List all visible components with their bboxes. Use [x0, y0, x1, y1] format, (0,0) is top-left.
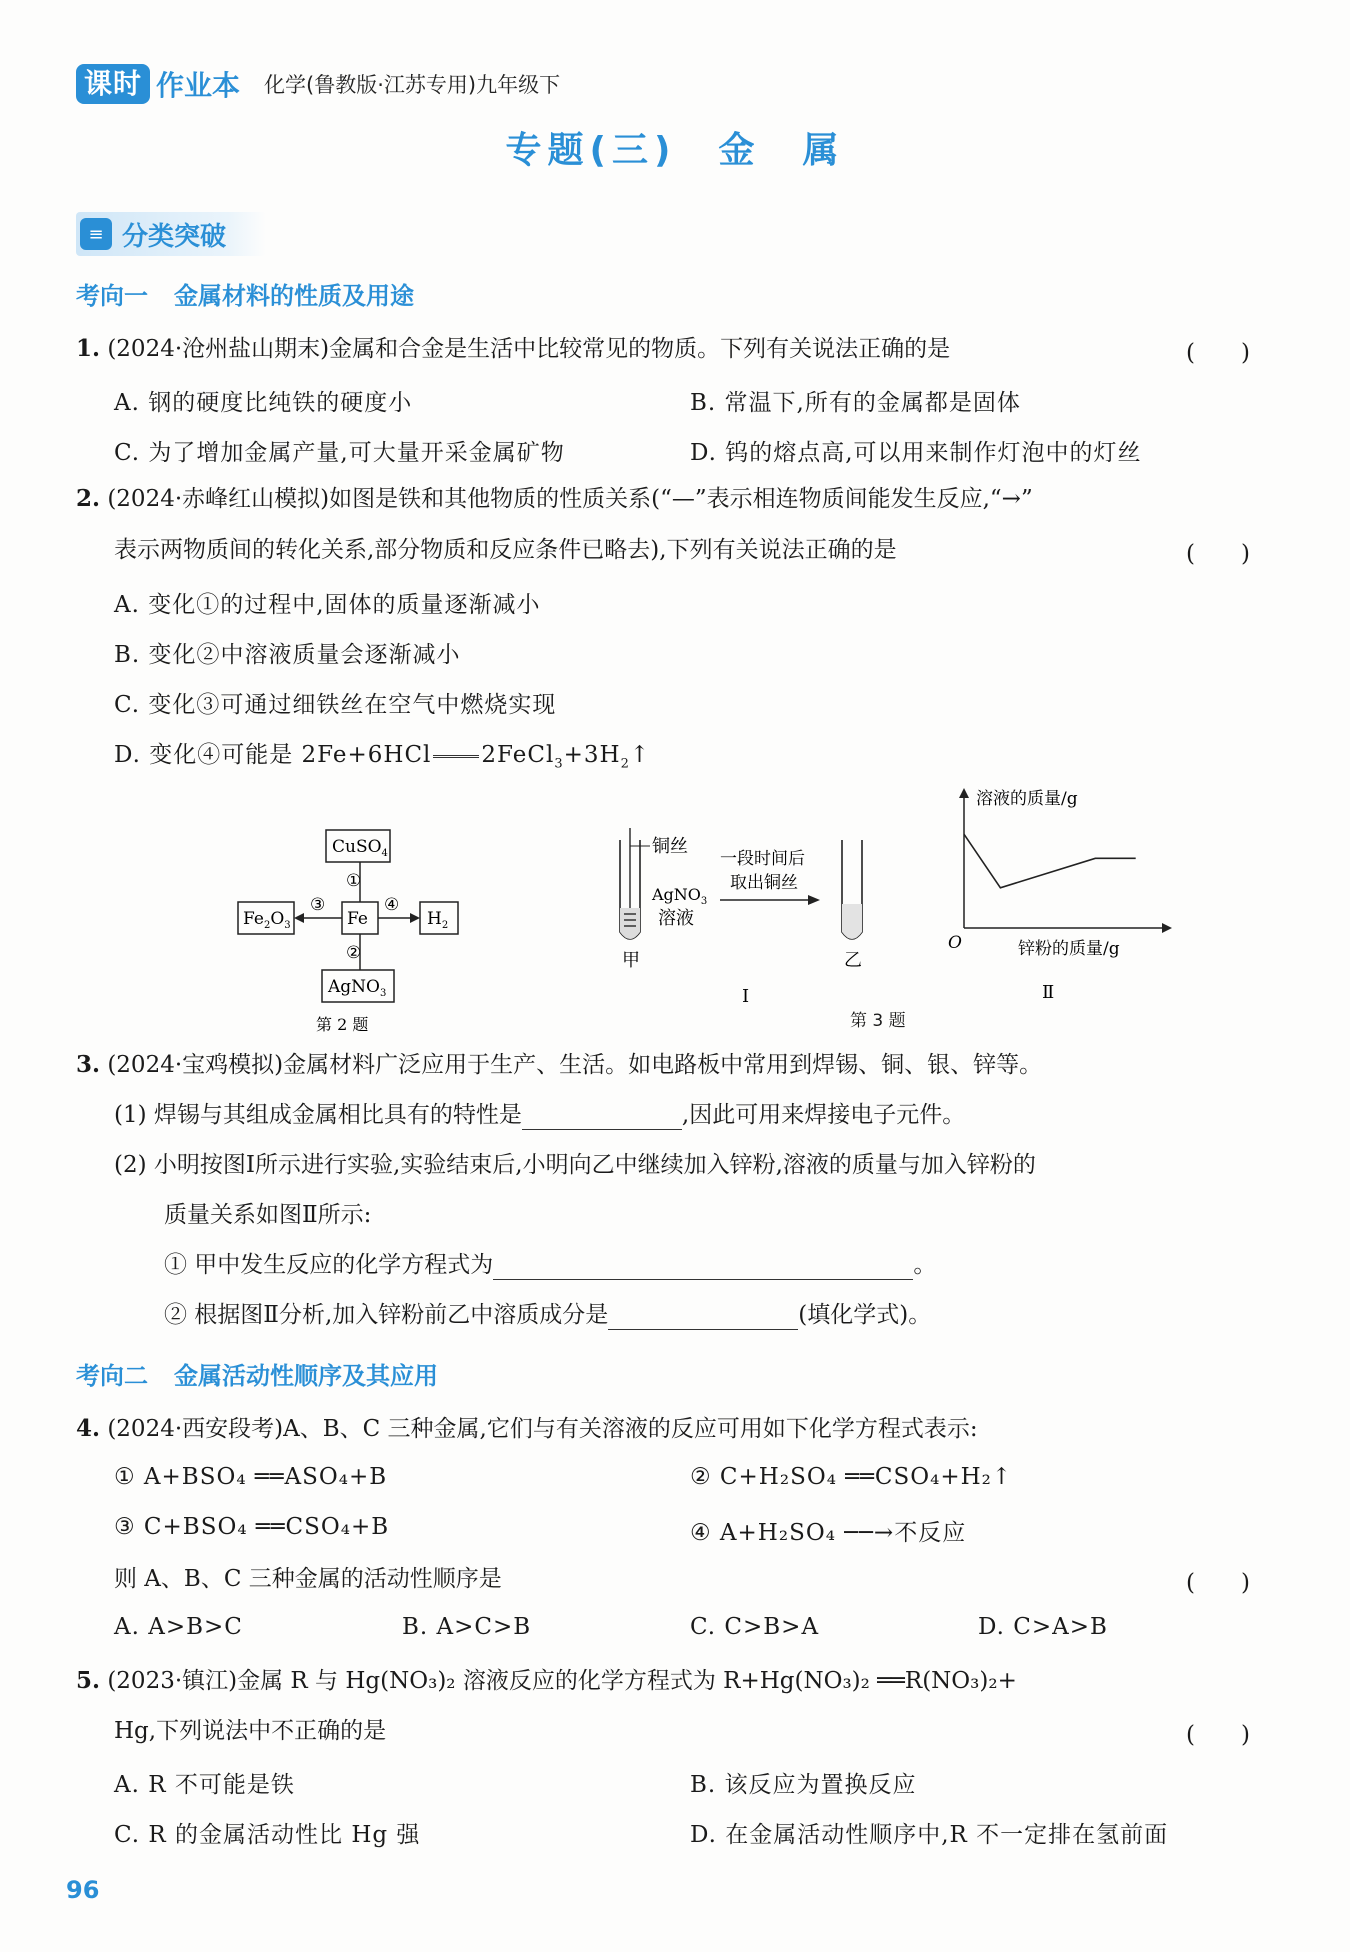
q4-stem-line: [76, 1414, 978, 1444]
q1-option-c[interactable]: C. 为了增加金属产量,可大量开采金属矿物: [114, 440, 565, 466]
q1-answer-paren[interactable]: ( ): [1186, 340, 1250, 366]
fig2-caption: 第 2 题: [316, 1015, 369, 1034]
q3-part-1-pre: (1) 焊锡与其组成金属相比具有的特性是: [114, 1102, 522, 1128]
page-title: 专题(三) 金 属: [505, 130, 845, 171]
equals-sign: [433, 755, 479, 758]
q5-stem-line-1: [76, 1666, 1017, 1696]
q3-sub-1: [164, 1250, 936, 1280]
kaoxiang-1-text: 金属材料的性质及用途: [174, 282, 414, 310]
label-jia: 甲: [622, 950, 640, 971]
q5-option-b[interactable]: B. 该反应为置换反应: [690, 1772, 917, 1798]
q2-option-d-pre: D. 变化④可能是 2Fe+6HCl: [114, 742, 432, 768]
q3-sub-2: [164, 1300, 931, 1330]
q1-stem-line: [76, 334, 950, 364]
q4-option-d[interactable]: D. C>A>B: [978, 1614, 1108, 1640]
q1-option-a[interactable]: A. 钢的硬度比纯铁的硬度小: [114, 390, 413, 416]
num-1: ①: [346, 871, 362, 891]
stack-icon: ≡: [80, 218, 112, 250]
arrow-text-bottom: 取出铜丝: [730, 873, 798, 893]
q5-answer-paren[interactable]: ( ): [1186, 1722, 1250, 1748]
q3-sub-2-pre: ② 根据图Ⅱ分析,加入锌粉前乙中溶质成分是: [164, 1302, 609, 1328]
q3-part-1: [114, 1100, 965, 1130]
solution-jia: [620, 908, 640, 939]
num-2: ②: [346, 943, 362, 963]
q4-number: 4.: [76, 1415, 101, 1442]
label-agno3-sol: AgNO$_3$: [652, 885, 708, 907]
label-h2: $H_2$: [427, 909, 449, 931]
chart-origin: O: [948, 933, 962, 953]
header: [76, 62, 560, 106]
label-cuso4: CuSO$_4$: [332, 837, 388, 859]
q2-option-d[interactable]: D. 变化④可能是 2Fe+6HCl $2FeCl_3+3H_2↑$: [114, 742, 651, 772]
fig2-diagram: [230, 820, 470, 1040]
q2-number: 2.: [76, 485, 101, 512]
q1-option-b[interactable]: B. 常温下,所有的金属都是固体: [690, 390, 1021, 416]
q1-number: 1.: [76, 335, 101, 362]
section-tag: [76, 212, 266, 256]
q3-part-2-b: 质量关系如图Ⅱ所示:: [164, 1202, 372, 1228]
q4-equation-3: ③ C+BSO₄ ══CSO₄+B: [114, 1514, 390, 1540]
q3-stem: (2024·宝鸡模拟)金属材料广泛应用于生产、生活。如电路板中常用到焊锡、铜、银、锌等。: [107, 1052, 1043, 1078]
q2-stem-line-1: [76, 484, 1033, 514]
fig3-chart: [940, 780, 1190, 1020]
roman-1: Ⅰ: [742, 986, 750, 1007]
q3-part-1-post: ,因此可用来焊接电子元件。: [681, 1102, 966, 1128]
q5-option-d[interactable]: D. 在金属活动性顺序中,R 不一定排在氢前面: [690, 1822, 1169, 1848]
page-number: 96: [66, 1876, 100, 1904]
q2-stem-1: (2024·赤峰红山模拟)如图是铁和其他物质的性质关系(“—”表示相连物质间能发生反应,“→”: [107, 486, 1033, 512]
kaoxiang-1-heading: [76, 276, 414, 311]
q3-part-2-a: (2) 小明按图Ⅰ所示进行实验,实验结束后,小明向乙中继续加入锌粉,溶液的质量与加入锌粉的: [114, 1152, 1036, 1178]
q3-sub-1-pre: ① 甲中发生反应的化学方程式为: [164, 1252, 494, 1278]
label-yi: 乙: [844, 950, 862, 971]
num-3: ③: [310, 895, 326, 915]
q1-stem: (2024·沧州盐山期末)金属和合金是生活中比较常见的物质。下列有关说法正确的是: [107, 336, 951, 362]
q3-blank-2[interactable]: [493, 1253, 913, 1280]
kaoxiang-2-label: 考向二: [76, 1362, 148, 1390]
arrow-4-head: [410, 913, 420, 923]
num-4: ④: [384, 895, 400, 915]
q4-equation-2: ② C+H₂SO₄ ══CSO₄+H₂↑: [690, 1464, 1013, 1490]
q5-stem-1: (2023·镇江)金属 R 与 Hg(NO₃)₂ 溶液反应的化学方程式为 R+Hg(NO₃)₂ ══R(NO₃)₂+: [107, 1668, 1017, 1694]
kaoxiang-2-heading: [76, 1356, 438, 1391]
q2-option-a[interactable]: A. 变化①的过程中,固体的质量逐渐减小: [114, 592, 541, 618]
chart-y-arrow: [959, 788, 969, 798]
section-title: 分类突破: [122, 221, 227, 252]
kaoxiang-2-text: 金属活动性顺序及其应用: [174, 1362, 438, 1390]
q4-answer-paren[interactable]: ( ): [1186, 1570, 1250, 1596]
label-solution: 溶液: [658, 908, 694, 929]
arrow-text-top: 一段时间后: [720, 849, 805, 869]
kaoxiang-1-label: 考向一: [76, 282, 148, 310]
gas-arrow: ↑: [629, 742, 651, 768]
q3-blank-1[interactable]: [522, 1103, 682, 1130]
q4-option-c[interactable]: C. C>B>A: [690, 1614, 820, 1640]
roman-2: Ⅱ: [1042, 982, 1055, 1003]
q4-option-a[interactable]: A. A>B>C: [114, 1614, 243, 1640]
q3-number: 3.: [76, 1051, 101, 1078]
q2-option-d-product: 2FeCl: [481, 742, 555, 768]
q5-number: 5.: [76, 1667, 101, 1694]
q4-question: 则 A、B、C 三种金属的活动性顺序是: [114, 1566, 502, 1592]
fig3-caption: 第 3 题: [850, 1011, 906, 1031]
label-fe: Fe: [347, 909, 368, 929]
q2-option-d-end: +3H: [563, 742, 621, 768]
q2-option-c[interactable]: C. 变化③可通过细铁丝在空气中燃烧实现: [114, 692, 557, 718]
q4-stem: (2024·西安段考)A、B、C 三种金属,它们与有关溶液的反应可用如下化学方程式表示:: [107, 1416, 978, 1442]
arrow-3-head: [294, 913, 304, 923]
q4-equation-1: ① A+BSO₄ ══ASO₄+B: [114, 1464, 388, 1490]
q3-sub-2-post: (填化学式)。: [798, 1302, 932, 1328]
label-fe2o3: $Fe_2O_3$: [243, 909, 291, 931]
label-wire: 铜丝: [652, 836, 688, 857]
fig3-apparatus: [600, 820, 890, 1020]
q2-stem-2: 表示两物质间的转化关系,部分物质和反应条件已略去),下列有关说法正确的是: [114, 537, 897, 563]
chart-x-arrow: [1162, 923, 1172, 933]
logo-box: 课时: [76, 64, 150, 104]
q4-option-b[interactable]: B. A>C>B: [402, 1614, 532, 1640]
q2-answer-paren[interactable]: ( ): [1186, 541, 1250, 567]
logo-text: 作业本: [156, 69, 241, 102]
q3-sub-1-post: 。: [913, 1252, 937, 1278]
solution-yi: [842, 904, 862, 939]
q3-stem-line: [76, 1050, 1042, 1080]
q5-option-a[interactable]: A. R 不可能是铁: [114, 1772, 295, 1798]
q5-option-c[interactable]: C. R 的金属活动性比 Hg 强: [114, 1822, 421, 1848]
q1-option-d[interactable]: D. 钨的熔点高,可以用来制作灯泡中的灯丝: [690, 440, 1142, 466]
header-subject: 化学(鲁教版·江苏专用)九年级下: [264, 73, 561, 97]
q3-blank-3[interactable]: [608, 1303, 798, 1330]
chart-y-label: 溶液的质量/g: [976, 789, 1078, 809]
q2-option-b[interactable]: B. 变化②中溶液质量会逐渐减小: [114, 642, 461, 668]
chart-x-label: 锌粉的质量/g: [1018, 939, 1120, 959]
q5-stem-2: Hg,下列说法中不正确的是: [114, 1718, 387, 1744]
q4-equation-4: ④ A+H₂SO₄ ──→不反应: [690, 1520, 967, 1546]
label-agno3: AgNO$_3$: [328, 977, 387, 999]
process-arrow-head: [808, 895, 820, 905]
chart-series-line: [964, 834, 1136, 888]
